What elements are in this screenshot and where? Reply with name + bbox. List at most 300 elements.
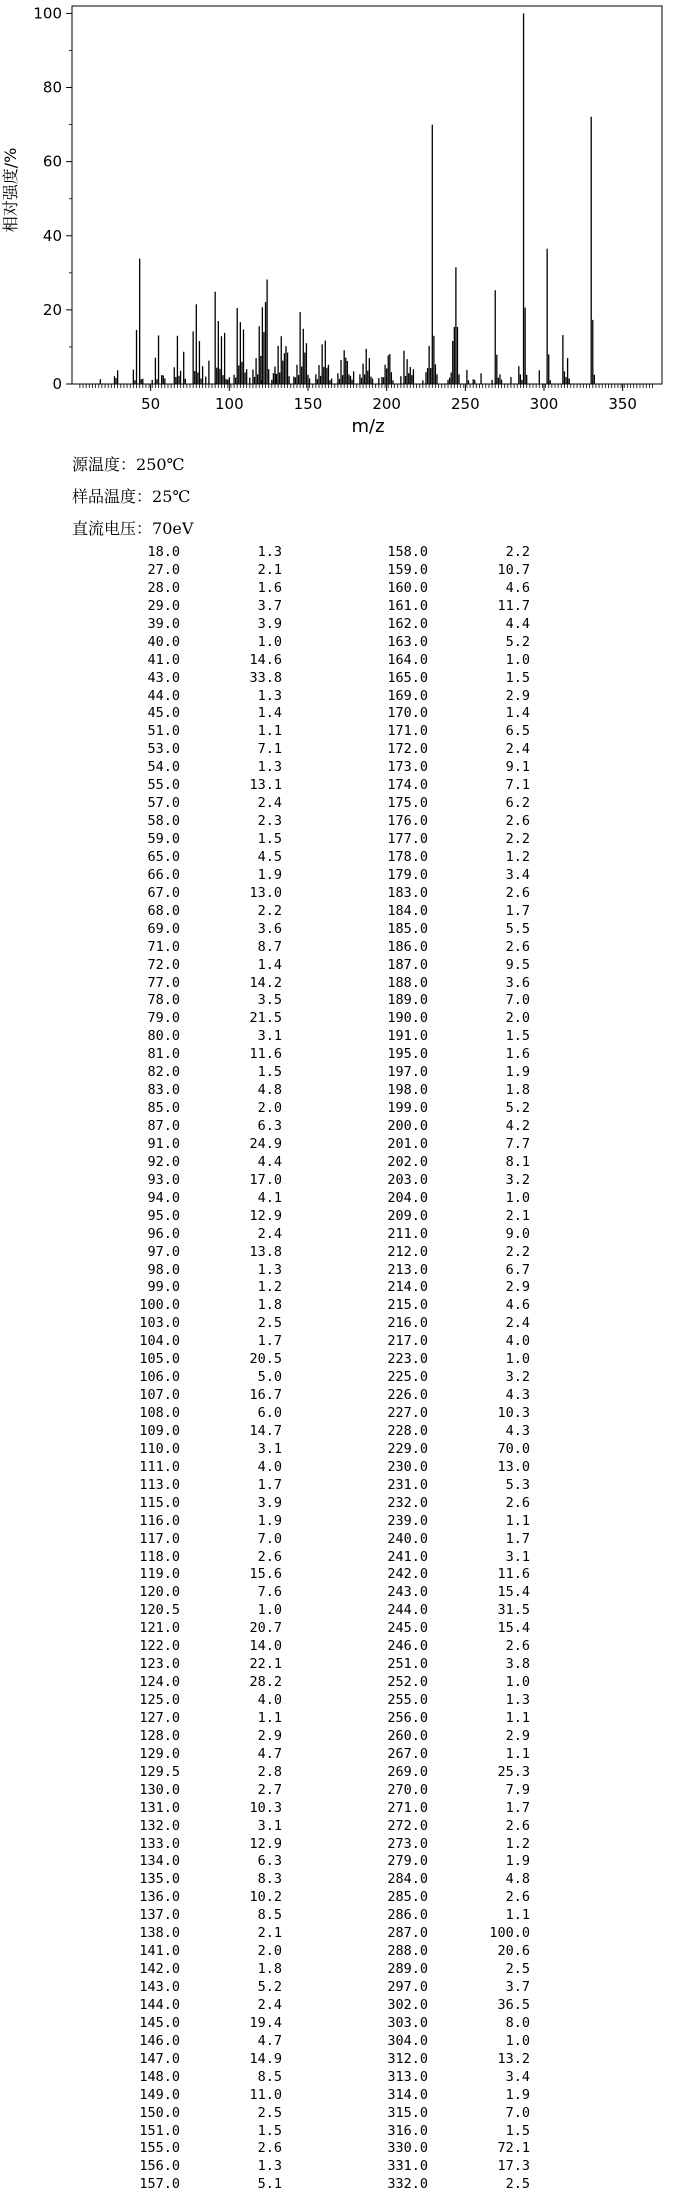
mz-cell: 164.0 bbox=[387, 651, 428, 668]
abundance-cell: 11.0 bbox=[249, 2086, 282, 2103]
abundance-cell: 7.1 bbox=[505, 777, 530, 794]
mz-cell: 135.0 bbox=[139, 1871, 180, 1888]
peak-table-column-2 bbox=[318, 544, 530, 2194]
table-row bbox=[318, 1297, 530, 1315]
abundance-cell: 3.9 bbox=[257, 615, 282, 632]
table-row bbox=[70, 975, 282, 993]
abundance-cell: 2.6 bbox=[257, 1548, 282, 1565]
mz-cell: 121.0 bbox=[139, 1620, 180, 1637]
table-row bbox=[318, 849, 530, 867]
mz-cell: 330.0 bbox=[387, 2140, 428, 2157]
mz-cell: 284.0 bbox=[387, 1871, 428, 1888]
mz-cell: 190.0 bbox=[387, 1010, 428, 1027]
table-row bbox=[70, 562, 282, 580]
table-row bbox=[70, 777, 282, 795]
table-row bbox=[70, 1154, 282, 1172]
abundance-cell: 11.7 bbox=[497, 597, 530, 614]
abundance-cell: 14.7 bbox=[249, 1422, 282, 1439]
table-row bbox=[318, 1871, 530, 1889]
abundance-cell: 13.2 bbox=[497, 2050, 530, 2067]
abundance-cell: 1.6 bbox=[257, 579, 282, 596]
table-row bbox=[70, 939, 282, 957]
abundance-cell: 3.9 bbox=[257, 1494, 282, 1511]
mz-cell: 118.0 bbox=[139, 1548, 180, 1565]
table-row bbox=[70, 1584, 282, 1602]
mz-cell: 232.0 bbox=[387, 1494, 428, 1511]
mz-cell: 217.0 bbox=[387, 1333, 428, 1350]
peak-table-column-1 bbox=[70, 544, 282, 2194]
mz-cell: 130.0 bbox=[139, 1781, 180, 1798]
mz-cell: 260.0 bbox=[387, 1727, 428, 1744]
mz-cell: 133.0 bbox=[139, 1835, 180, 1852]
abundance-cell: 2.4 bbox=[505, 741, 530, 758]
mz-cell: 273.0 bbox=[387, 1835, 428, 1852]
table-row bbox=[318, 634, 530, 652]
abundance-cell: 14.0 bbox=[249, 1638, 282, 1655]
abundance-cell: 20.5 bbox=[249, 1351, 282, 1368]
abundance-cell: 7.7 bbox=[505, 1135, 530, 1152]
mz-cell: 120.0 bbox=[139, 1584, 180, 1601]
x-tick-label: 100 bbox=[215, 395, 244, 413]
table-row bbox=[70, 1010, 282, 1028]
abundance-cell: 6.3 bbox=[257, 1853, 282, 1870]
abundance-cell: 2.4 bbox=[505, 1315, 530, 1332]
abundance-cell: 1.5 bbox=[505, 669, 530, 686]
table-row bbox=[70, 1710, 282, 1728]
table-row bbox=[318, 1172, 530, 1190]
table-row bbox=[70, 1387, 282, 1405]
abundance-cell: 1.4 bbox=[257, 705, 282, 722]
abundance-cell: 5.5 bbox=[505, 920, 530, 937]
mz-cell: 312.0 bbox=[387, 2050, 428, 2067]
mz-cell: 228.0 bbox=[387, 1422, 428, 1439]
table-row bbox=[70, 1172, 282, 1190]
abundance-cell: 20.7 bbox=[249, 1620, 282, 1637]
abundance-cell: 11.6 bbox=[497, 1566, 530, 1583]
abundance-cell: 1.2 bbox=[505, 1835, 530, 1852]
table-row bbox=[70, 634, 282, 652]
table-row bbox=[70, 1208, 282, 1226]
table-row bbox=[70, 2176, 282, 2194]
mz-cell: 179.0 bbox=[387, 866, 428, 883]
abundance-cell: 1.8 bbox=[257, 1297, 282, 1314]
condition-label: 直流电压： bbox=[72, 519, 153, 538]
x-axis-ticks bbox=[141, 384, 637, 413]
mz-cell: 241.0 bbox=[387, 1548, 428, 1565]
abundance-cell: 70.0 bbox=[497, 1440, 530, 1457]
table-row bbox=[318, 1387, 530, 1405]
mz-cell: 151.0 bbox=[139, 2122, 180, 2139]
abundance-cell: 6.7 bbox=[505, 1261, 530, 1278]
mz-cell: 191.0 bbox=[387, 1028, 428, 1045]
mz-cell: 242.0 bbox=[387, 1566, 428, 1583]
table-row bbox=[318, 1853, 530, 1871]
table-row bbox=[70, 1620, 282, 1638]
abundance-cell: 7.6 bbox=[257, 1584, 282, 1601]
mz-cell: 115.0 bbox=[139, 1494, 180, 1511]
abundance-cell: 2.1 bbox=[505, 1207, 530, 1224]
abundance-cell: 1.5 bbox=[257, 2122, 282, 2139]
condition-value: 25℃ bbox=[152, 487, 191, 506]
table-row bbox=[318, 1423, 530, 1441]
abundance-cell: 1.7 bbox=[505, 1799, 530, 1816]
abundance-cell: 5.2 bbox=[505, 1100, 530, 1117]
mz-cell: 286.0 bbox=[387, 1907, 428, 1924]
mz-cell: 186.0 bbox=[387, 938, 428, 955]
table-row bbox=[318, 921, 530, 939]
abundance-cell: 3.6 bbox=[505, 974, 530, 991]
table-row bbox=[318, 1584, 530, 1602]
table-row bbox=[318, 759, 530, 777]
mz-cell: 134.0 bbox=[139, 1853, 180, 1870]
table-row bbox=[318, 1907, 530, 1925]
table-row bbox=[70, 813, 282, 831]
abundance-cell: 1.1 bbox=[505, 1907, 530, 1924]
abundance-cell: 3.5 bbox=[257, 992, 282, 1009]
table-row bbox=[318, 1602, 530, 1620]
mz-cell: 272.0 bbox=[387, 1817, 428, 1834]
table-row bbox=[318, 2123, 530, 2141]
table-row bbox=[70, 1279, 282, 1297]
mz-cell: 143.0 bbox=[139, 1979, 180, 1995]
abundance-cell: 13.8 bbox=[249, 1243, 282, 1260]
mz-cell: 138.0 bbox=[139, 1925, 180, 1942]
table-row bbox=[318, 1064, 530, 1082]
mz-cell: 289.0 bbox=[387, 1961, 428, 1978]
abundance-cell: 1.0 bbox=[505, 1674, 530, 1691]
mz-cell: 105.0 bbox=[139, 1351, 180, 1368]
table-row bbox=[318, 1513, 530, 1531]
mz-cell: 177.0 bbox=[387, 831, 428, 847]
table-row bbox=[70, 1889, 282, 1907]
mz-cell: 239.0 bbox=[387, 1512, 428, 1529]
abundance-cell: 1.1 bbox=[505, 1709, 530, 1726]
abundance-cell: 2.6 bbox=[505, 1889, 530, 1906]
table-row bbox=[70, 688, 282, 706]
abundance-cell: 3.2 bbox=[505, 1369, 530, 1386]
abundance-cell: 1.5 bbox=[257, 1064, 282, 1081]
table-row bbox=[318, 1997, 530, 2015]
mz-cell: 128.0 bbox=[139, 1727, 180, 1744]
table-row bbox=[70, 921, 282, 939]
mz-cell: 211.0 bbox=[387, 1225, 428, 1242]
table-row bbox=[70, 1082, 282, 1100]
abundance-cell: 2.5 bbox=[505, 1961, 530, 1978]
abundance-cell: 4.2 bbox=[505, 1118, 530, 1134]
abundance-cell: 1.2 bbox=[257, 1279, 282, 1296]
mz-cell: 149.0 bbox=[139, 2086, 180, 2103]
mz-cell: 137.0 bbox=[139, 1907, 180, 1924]
table-row bbox=[318, 1118, 530, 1136]
abundance-cell: 1.0 bbox=[505, 2032, 530, 2049]
abundance-cell: 2.6 bbox=[505, 813, 530, 830]
abundance-cell: 3.2 bbox=[505, 1171, 530, 1188]
abundance-cell: 2.7 bbox=[257, 1781, 282, 1798]
mz-cell: 287.0 bbox=[387, 1925, 428, 1942]
table-row bbox=[318, 1495, 530, 1513]
mz-cell: 109.0 bbox=[139, 1422, 180, 1439]
mz-cell: 92.0 bbox=[147, 1153, 180, 1170]
table-row bbox=[70, 992, 282, 1010]
abundance-cell: 25.3 bbox=[497, 1763, 530, 1780]
table-row bbox=[70, 1100, 282, 1118]
abundance-cell: 6.0 bbox=[257, 1405, 282, 1421]
table-row bbox=[318, 1961, 530, 1979]
abundance-cell: 2.8 bbox=[257, 1763, 282, 1780]
mz-cell: 270.0 bbox=[387, 1781, 428, 1798]
x-axis-label: m/z bbox=[351, 416, 385, 437]
table-row bbox=[318, 939, 530, 957]
abundance-cell: 9.0 bbox=[505, 1225, 530, 1242]
mz-cell: 18.0 bbox=[147, 544, 180, 560]
table-row bbox=[70, 2015, 282, 2033]
table-row bbox=[318, 975, 530, 993]
mz-cell: 93.0 bbox=[147, 1171, 180, 1188]
table-row bbox=[70, 1925, 282, 1943]
table-row bbox=[70, 598, 282, 616]
mz-cell: 122.0 bbox=[139, 1638, 180, 1655]
y-tick-label: 80 bbox=[42, 78, 62, 97]
table-row bbox=[318, 1190, 530, 1208]
mz-cell: 43.0 bbox=[147, 669, 180, 686]
mz-cell: 285.0 bbox=[387, 1889, 428, 1906]
mz-cell: 72.0 bbox=[147, 956, 180, 973]
peak-bars bbox=[100, 13, 594, 384]
mz-cell: 44.0 bbox=[147, 687, 180, 704]
table-row bbox=[70, 1979, 282, 1997]
condition-value: 250℃ bbox=[136, 455, 185, 474]
table-row bbox=[318, 777, 530, 795]
mz-cell: 127.0 bbox=[139, 1709, 180, 1726]
mz-cell: 159.0 bbox=[387, 561, 428, 578]
abundance-cell: 9.5 bbox=[505, 956, 530, 973]
abundance-cell: 100.0 bbox=[489, 1925, 530, 1942]
table-row bbox=[70, 1566, 282, 1584]
abundance-cell: 13.0 bbox=[249, 884, 282, 901]
table-row bbox=[70, 1728, 282, 1746]
mz-cell: 155.0 bbox=[139, 2140, 180, 2157]
table-row bbox=[70, 1495, 282, 1513]
table-row bbox=[318, 1925, 530, 1943]
table-row bbox=[318, 705, 530, 723]
abundance-cell: 1.7 bbox=[257, 1476, 282, 1493]
table-row bbox=[318, 1459, 530, 1477]
abundance-cell: 4.0 bbox=[257, 1692, 282, 1708]
mz-cell: 187.0 bbox=[387, 956, 428, 973]
abundance-cell: 2.9 bbox=[505, 1279, 530, 1296]
table-row bbox=[318, 1836, 530, 1854]
table-row bbox=[70, 1782, 282, 1800]
table-row bbox=[318, 616, 530, 634]
mz-cell: 80.0 bbox=[147, 1028, 180, 1045]
table-row bbox=[318, 2140, 530, 2158]
mz-cell: 113.0 bbox=[139, 1476, 180, 1493]
abundance-cell: 12.9 bbox=[249, 1835, 282, 1852]
abundance-cell: 4.4 bbox=[505, 615, 530, 632]
mass-spectrum-chart bbox=[0, 0, 680, 440]
mz-cell: 27.0 bbox=[147, 561, 180, 578]
mz-cell: 231.0 bbox=[387, 1476, 428, 1493]
abundance-cell: 17.0 bbox=[249, 1171, 282, 1188]
mz-cell: 212.0 bbox=[387, 1243, 428, 1260]
table-row bbox=[318, 2015, 530, 2033]
mz-cell: 204.0 bbox=[387, 1189, 428, 1206]
table-row bbox=[70, 903, 282, 921]
mz-cell: 331.0 bbox=[387, 2158, 428, 2175]
mz-cell: 69.0 bbox=[147, 920, 180, 937]
table-row bbox=[70, 1351, 282, 1369]
x-tick-label: 200 bbox=[372, 395, 401, 413]
abundance-cell: 1.3 bbox=[257, 1261, 282, 1278]
abundance-cell: 5.3 bbox=[505, 1476, 530, 1493]
mz-cell: 107.0 bbox=[139, 1387, 180, 1404]
mz-cell: 29.0 bbox=[147, 597, 180, 614]
table-row bbox=[70, 1907, 282, 1925]
table-row bbox=[70, 670, 282, 688]
mz-cell: 59.0 bbox=[147, 831, 180, 847]
abundance-cell: 4.4 bbox=[257, 1153, 282, 1170]
table-row bbox=[70, 1800, 282, 1818]
abundance-cell: 13.1 bbox=[249, 777, 282, 794]
abundance-cell: 1.1 bbox=[505, 1745, 530, 1762]
mz-cell: 144.0 bbox=[139, 1996, 180, 2013]
table-row bbox=[70, 1549, 282, 1567]
abundance-cell: 3.1 bbox=[505, 1548, 530, 1565]
abundance-cell: 3.1 bbox=[257, 1028, 282, 1045]
table-row bbox=[70, 1853, 282, 1871]
table-row bbox=[70, 1190, 282, 1208]
table-row bbox=[70, 544, 282, 562]
abundance-cell: 3.4 bbox=[505, 866, 530, 883]
abundance-cell: 4.0 bbox=[257, 1458, 282, 1475]
mz-cell: 313.0 bbox=[387, 2068, 428, 2085]
abundance-cell: 4.0 bbox=[505, 1333, 530, 1350]
table-row bbox=[70, 1315, 282, 1333]
table-row bbox=[70, 2069, 282, 2087]
mz-cell: 223.0 bbox=[387, 1351, 428, 1368]
mz-cell: 225.0 bbox=[387, 1369, 428, 1386]
table-row bbox=[318, 831, 530, 849]
abundance-cell: 8.1 bbox=[505, 1153, 530, 1170]
mz-cell: 176.0 bbox=[387, 813, 428, 830]
table-row bbox=[318, 903, 530, 921]
abundance-cell: 1.2 bbox=[505, 848, 530, 865]
table-row bbox=[70, 1064, 282, 1082]
mz-cell: 240.0 bbox=[387, 1530, 428, 1547]
table-row bbox=[318, 1746, 530, 1764]
table-row bbox=[70, 1226, 282, 1244]
mz-cell: 106.0 bbox=[139, 1369, 180, 1386]
mz-cell: 230.0 bbox=[387, 1458, 428, 1475]
mz-cell: 147.0 bbox=[139, 2050, 180, 2067]
mz-cell: 125.0 bbox=[139, 1692, 180, 1708]
abundance-cell: 2.0 bbox=[257, 1100, 282, 1117]
table-row bbox=[70, 2087, 282, 2105]
mz-cell: 200.0 bbox=[387, 1118, 428, 1134]
abundance-cell: 8.0 bbox=[505, 2014, 530, 2031]
table-row bbox=[70, 867, 282, 885]
table-row bbox=[70, 1656, 282, 1674]
mz-cell: 66.0 bbox=[147, 866, 180, 883]
mz-cell: 297.0 bbox=[387, 1979, 428, 1995]
mz-cell: 131.0 bbox=[139, 1799, 180, 1816]
table-row bbox=[318, 795, 530, 813]
mz-cell: 129.5 bbox=[139, 1763, 180, 1780]
mz-cell: 156.0 bbox=[139, 2158, 180, 2175]
mz-cell: 314.0 bbox=[387, 2086, 428, 2103]
mz-cell: 136.0 bbox=[139, 1889, 180, 1906]
abundance-cell: 3.1 bbox=[257, 1440, 282, 1457]
mz-cell: 251.0 bbox=[387, 1656, 428, 1673]
table-row bbox=[70, 2140, 282, 2158]
abundance-cell: 14.6 bbox=[249, 651, 282, 668]
table-row bbox=[70, 2123, 282, 2141]
mz-cell: 57.0 bbox=[147, 795, 180, 812]
table-row bbox=[318, 1208, 530, 1226]
abundance-cell: 15.6 bbox=[249, 1566, 282, 1583]
table-row bbox=[70, 1136, 282, 1154]
abundance-cell: 17.3 bbox=[497, 2158, 530, 2175]
abundance-cell: 1.5 bbox=[257, 831, 282, 847]
mz-cell: 67.0 bbox=[147, 884, 180, 901]
mz-cell: 197.0 bbox=[387, 1064, 428, 1081]
table-row bbox=[318, 580, 530, 598]
table-row bbox=[318, 2176, 530, 2194]
abundance-cell: 1.9 bbox=[505, 1064, 530, 1081]
abundance-cell: 1.7 bbox=[257, 1333, 282, 1350]
abundance-cell: 21.5 bbox=[249, 1010, 282, 1027]
mz-cell: 132.0 bbox=[139, 1817, 180, 1834]
mz-cell: 39.0 bbox=[147, 615, 180, 632]
mz-cell: 174.0 bbox=[387, 777, 428, 794]
mz-cell: 267.0 bbox=[387, 1745, 428, 1762]
mz-cell: 45.0 bbox=[147, 705, 180, 722]
table-row bbox=[70, 1459, 282, 1477]
abundance-cell: 1.1 bbox=[257, 1709, 282, 1726]
abundance-cell: 1.3 bbox=[257, 2158, 282, 2175]
table-row bbox=[70, 580, 282, 598]
mz-cell: 304.0 bbox=[387, 2032, 428, 2049]
abundance-cell: 19.4 bbox=[249, 2014, 282, 2031]
table-row bbox=[70, 2105, 282, 2123]
table-row bbox=[70, 1602, 282, 1620]
abundance-cell: 2.6 bbox=[505, 1638, 530, 1655]
mz-cell: 315.0 bbox=[387, 2104, 428, 2121]
mz-cell: 100.0 bbox=[139, 1297, 180, 1314]
mz-cell: 171.0 bbox=[387, 723, 428, 740]
mz-cell: 117.0 bbox=[139, 1530, 180, 1547]
table-row bbox=[70, 1818, 282, 1836]
table-row bbox=[70, 831, 282, 849]
mz-cell: 288.0 bbox=[387, 1943, 428, 1960]
abundance-cell: 8.7 bbox=[257, 938, 282, 955]
abundance-cell: 5.1 bbox=[257, 2176, 282, 2193]
abundance-cell: 10.7 bbox=[497, 561, 530, 578]
mz-cell: 111.0 bbox=[139, 1458, 180, 1475]
table-row bbox=[318, 652, 530, 670]
mz-cell: 85.0 bbox=[147, 1100, 180, 1117]
abundance-cell: 2.0 bbox=[257, 1943, 282, 1960]
table-row bbox=[70, 849, 282, 867]
abundance-cell: 12.9 bbox=[249, 1207, 282, 1224]
mz-cell: 216.0 bbox=[387, 1315, 428, 1332]
mz-cell: 104.0 bbox=[139, 1333, 180, 1350]
mz-cell: 252.0 bbox=[387, 1674, 428, 1691]
abundance-cell: 5.2 bbox=[257, 1979, 282, 1995]
abundance-cell: 20.6 bbox=[497, 1943, 530, 1960]
abundance-cell: 2.6 bbox=[505, 938, 530, 955]
table-row bbox=[70, 1943, 282, 1961]
